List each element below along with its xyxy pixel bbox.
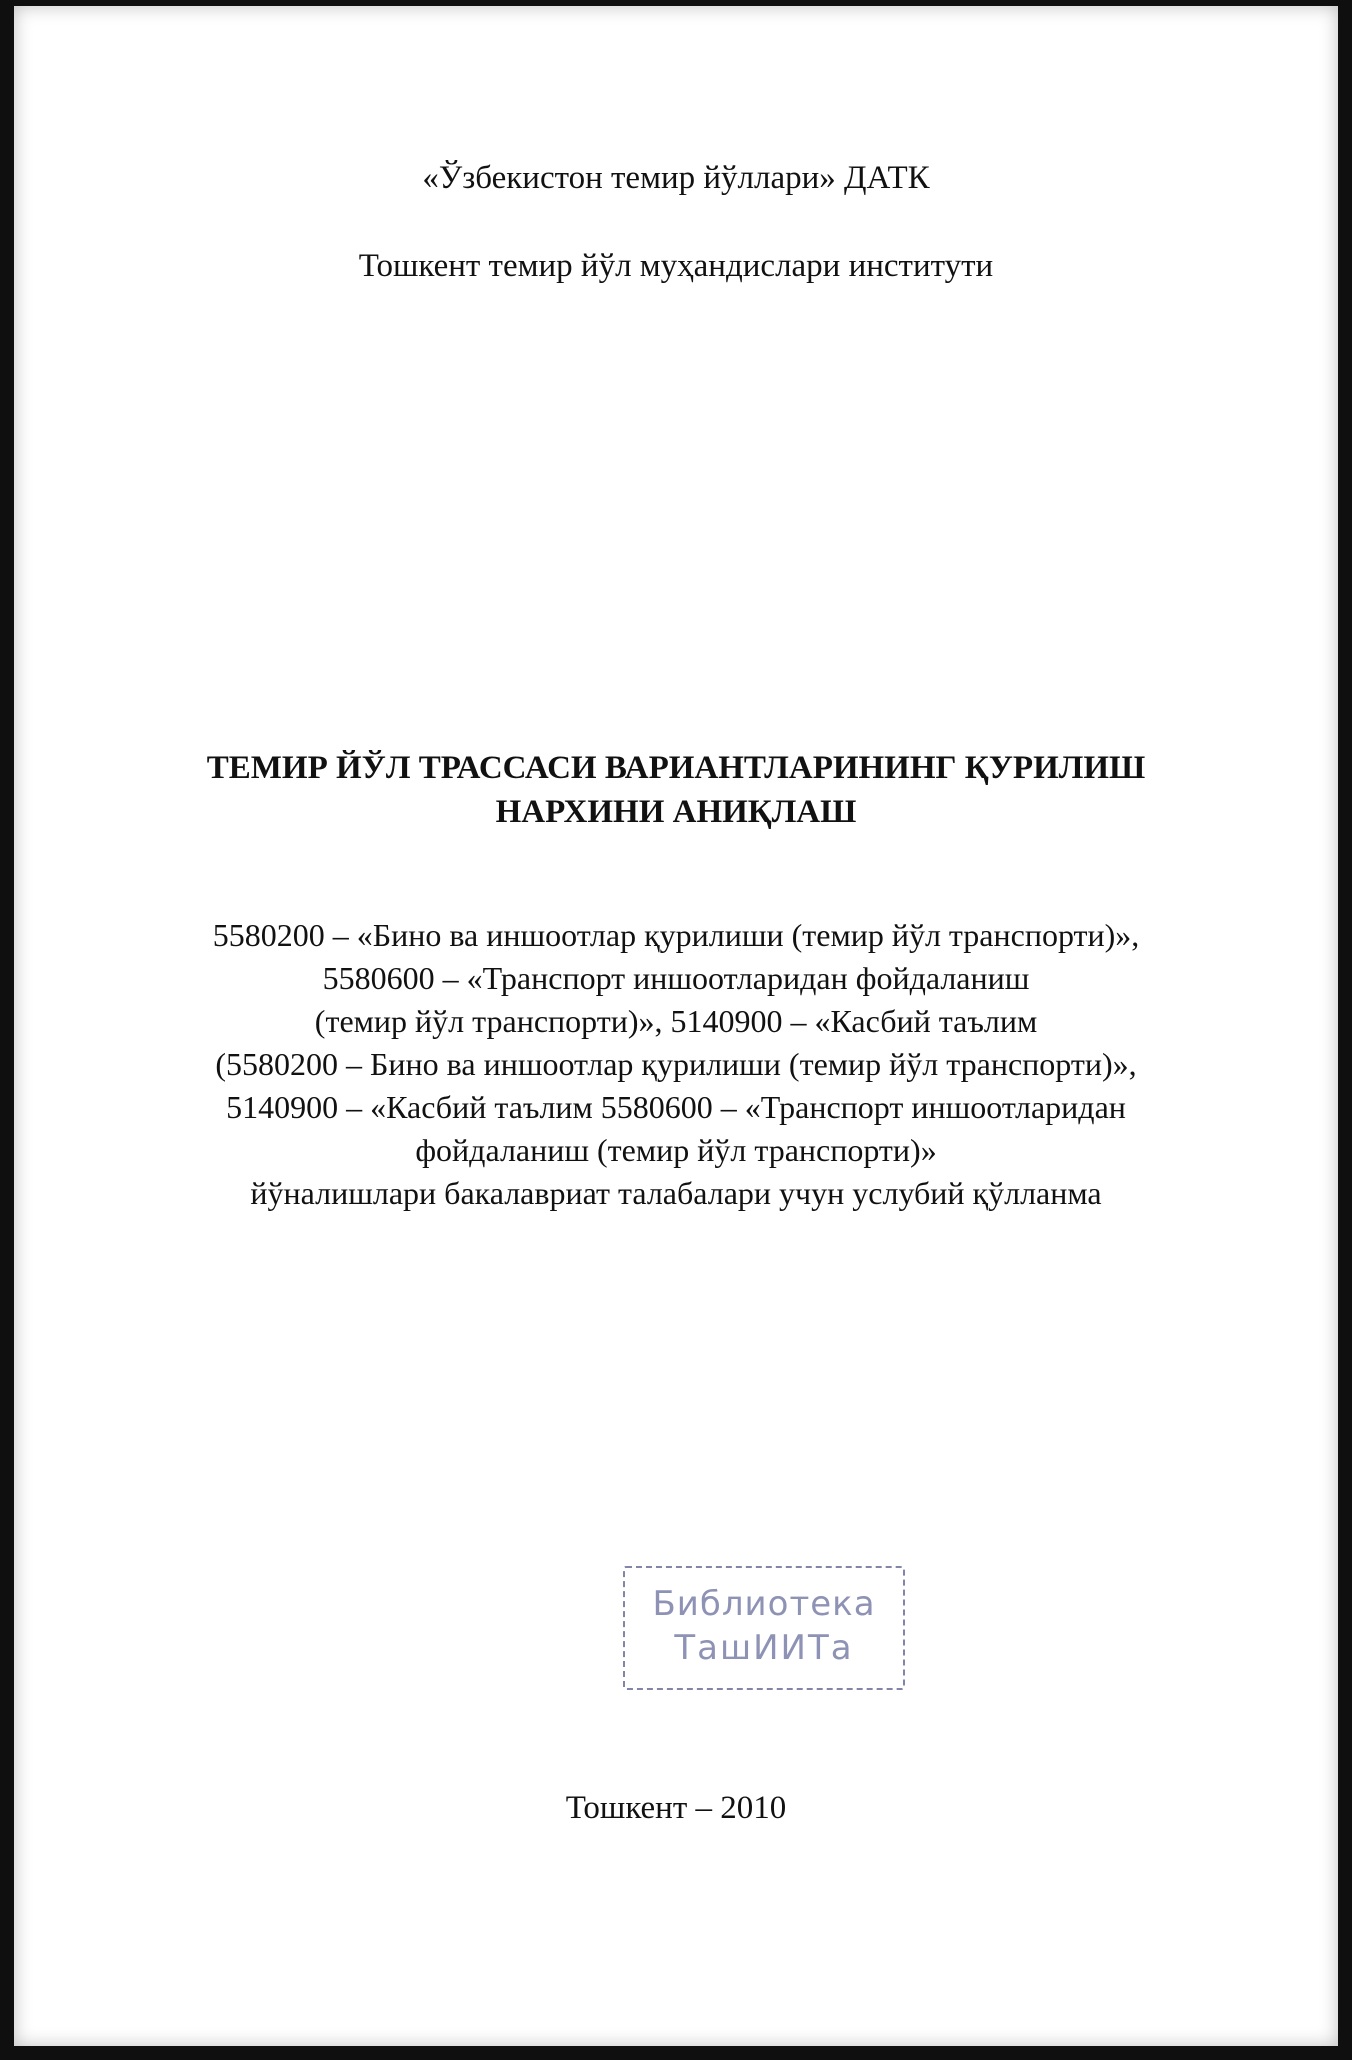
description-line-7: йўналишлари бакалавриат талабалари учун услубий қўлланма bbox=[250, 1175, 1102, 1211]
scan-border-left bbox=[0, 0, 14, 2060]
document-description bbox=[14, 914, 1338, 1215]
description-line-6: фойдаланиш (темир йўл транспорти)» bbox=[415, 1132, 937, 1168]
city-year: Тошкент – 2010 bbox=[565, 1790, 787, 1826]
description-line-4: (5580200 – Бино ва иншоотлар қурилиши (темир йўл транспорти)», bbox=[215, 1046, 1137, 1082]
description-line-1: 5580200 – «Бино ва иншоотлар қурилиши (темир йўл транспорти)», bbox=[212, 917, 1140, 953]
institute-name: Тошкент темир йўл муҳандислари институти bbox=[358, 248, 994, 284]
description-line-3: (темир йўл транспорти)», 5140900 – «Касбий таълим bbox=[314, 1003, 1038, 1039]
title-line-1: ТЕМИР ЙЎЛ ТРАССАСИ ВАРИАНТЛАРИНИНГ ҚУРИЛИШ bbox=[206, 750, 1146, 786]
organization-name: «Ўзбекистон темир йўллари» ДАТК bbox=[422, 160, 930, 196]
document-page bbox=[14, 6, 1338, 2046]
title-line-2: НАРХИНИ АНИҚЛАШ bbox=[495, 794, 857, 830]
scan-border-bottom bbox=[0, 2046, 1352, 2060]
document-title bbox=[14, 746, 1338, 834]
stamp-line-1: Библиотека bbox=[652, 1584, 876, 1624]
description-line-2: 5580600 – «Транспорт иншоотларидан фойдаланиш bbox=[322, 960, 1030, 996]
description-line-5: 5140900 – «Касбий таълим 5580600 – «Транспорт иншоотларидан bbox=[226, 1089, 1126, 1125]
stamp-line-2: ТашИИТа bbox=[674, 1628, 854, 1668]
library-stamp bbox=[623, 1566, 905, 1690]
scan-border-right bbox=[1338, 0, 1352, 2060]
